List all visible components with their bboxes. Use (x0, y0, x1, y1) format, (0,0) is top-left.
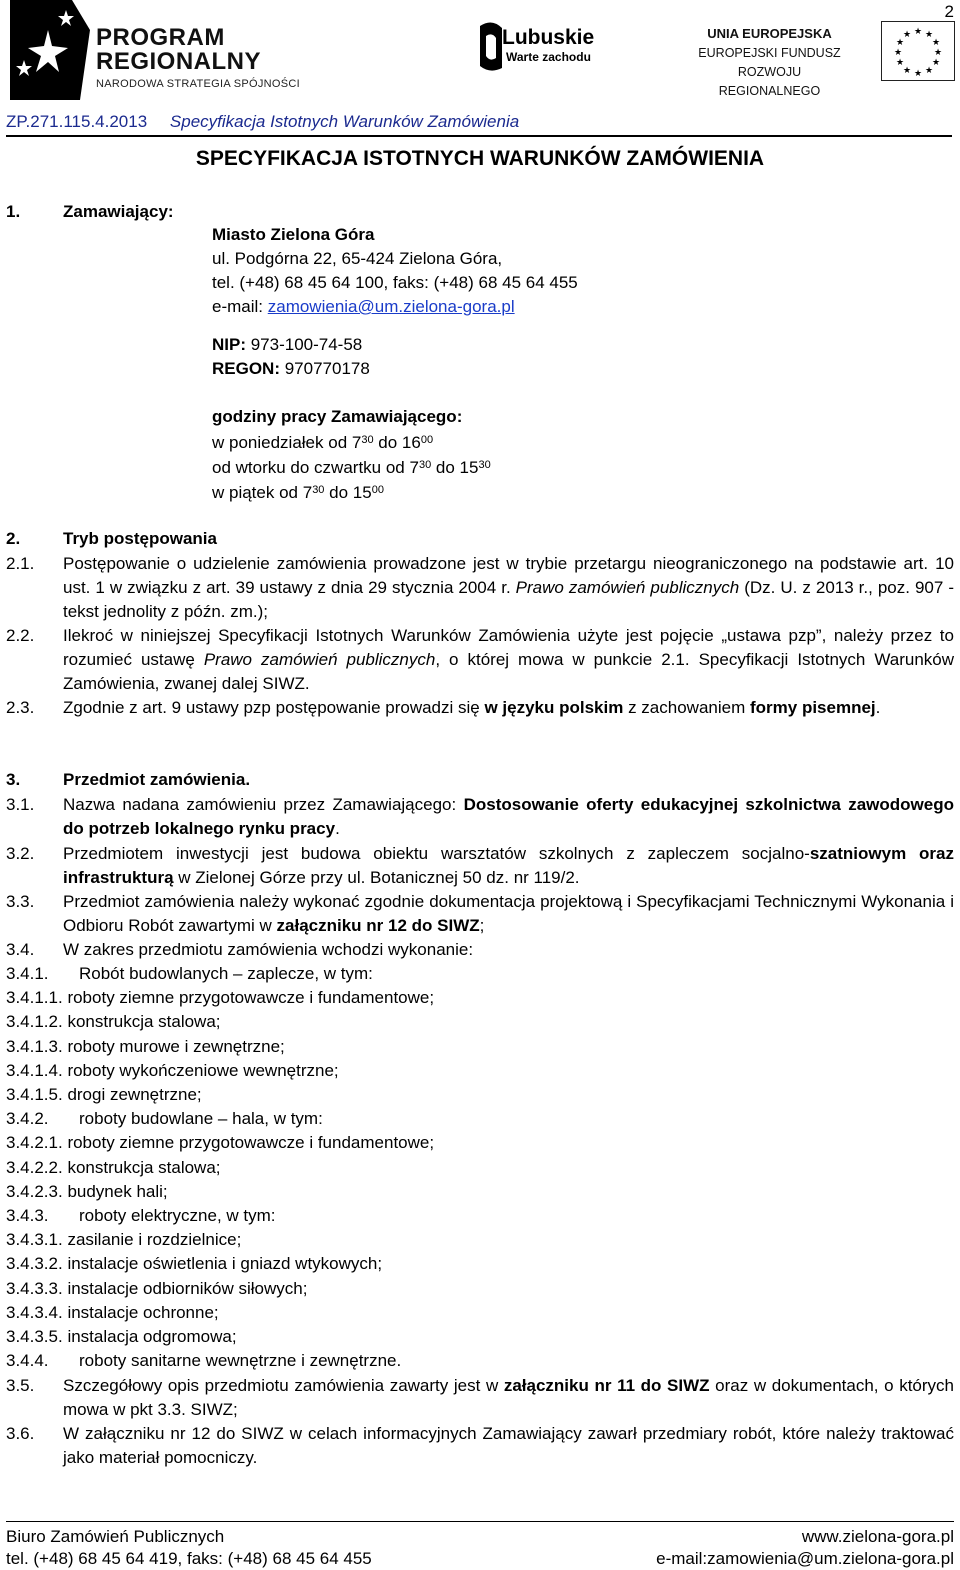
para-3-5-number: 3.5. (6, 1376, 35, 1395)
regon-row: REGON: 970770178 (212, 359, 370, 378)
para-2-1-number: 2.1. (6, 554, 35, 573)
scope-item-text: zasilanie i rozdzielnice; (62, 1230, 242, 1250)
document-title: SPECYFIKACJA ISTOTNYCH WARUNKÓW ZAMÓWIENIA (195, 147, 765, 170)
document-header (6, 112, 952, 137)
scope-list-item (6, 1010, 221, 1034)
scope-item-text: instalacje odbiorników siłowych; (62, 1278, 308, 1298)
svg-text:★: ★ (895, 58, 905, 68)
hours-heading: godziny pracy Zamawiającego: (212, 407, 463, 426)
logo-banner (0, 0, 960, 108)
eu-logo (696, 18, 958, 98)
scope-item-number: 3.4.3.5. (6, 1327, 63, 1346)
svg-text:★: ★ (893, 48, 903, 58)
scope-item-text: konstrukcja stalowa; (62, 1157, 221, 1177)
svg-text:★: ★ (931, 58, 941, 68)
section-2-heading: Tryb postępowania (63, 529, 217, 548)
scope-item-number: 3.4.3.2. (6, 1254, 63, 1274)
scope-item-text: instalacja odgromowa; (62, 1327, 237, 1346)
scope-item-number: 3.4.2. (6, 1109, 49, 1129)
hours-tue-thu: od wtorku do czwartku od $7^{30}$ do $15^{30}$ (212, 458, 491, 477)
buyer-email-row: e-mail: zamowienia@um.zielona-gora.pl (212, 297, 515, 316)
svg-text:★: ★ (913, 27, 923, 37)
scope-list-item (6, 1301, 219, 1325)
para-3-5: Szczegółowy opis przedmiotu zamówienia zawarty jest w załączniku nr 11 do SIWZ oraz w dokumentach, o których mowa w pkt 3.3. SIWZ; (63, 1376, 954, 1419)
scope-list-item (6, 1131, 434, 1155)
scope-item-number: 3.4.1.2. (6, 1012, 63, 1032)
scope-item-text: instalacje ochronne; (62, 1302, 219, 1322)
scope-item-number: 3.4.4. (6, 1351, 49, 1371)
scope-list-item (6, 962, 373, 986)
page-footer (6, 1521, 954, 1570)
header-subtitle: Specyfikacja Istotnych Warunków Zamówienia (169, 112, 520, 131)
program-subtitle: NARODOWA STRATEGIA SPÓJNOŚCI (96, 78, 300, 90)
svg-text:★: ★ (933, 48, 943, 58)
buyer-phone: tel. (+48) 68 45 64 100, faks: (+48) 68 45 64 455 (212, 273, 578, 292)
page-number: 2 (944, 2, 954, 21)
para-3-3: Przedmiot zamówienia należy wykonać zgodnie dokumentacja projektową i Specyfikacjami Technicznymi Wykonania i Odbioru Robót zawartymi w załączniku nr 12 do SIWZ; (63, 892, 954, 935)
para-2-1: Postępowanie o udzielenie zamówienia prowadzone jest w trybie przetargu nieograniczonego na podstawie art. 10 ust. 1 w związku z art. 39 ustawy z dnia 29 stycznia 2004 r. Prawo zamówień publicznych (Dz. U. z 2013 r., poz. 907 - tekst jednolity z późn. zm.); (63, 554, 955, 621)
eu-text: UNIA EUROPEJSKA EUROPEJSKI FUNDUSZ ROZWOJU REGIONALNEGO (698, 26, 841, 98)
svg-text:★: ★ (902, 66, 912, 76)
scope-item-text: konstrukcja stalowa; (62, 1012, 221, 1032)
para-3-3-number: 3.3. (6, 892, 35, 911)
para-2-3: Zgodnie z art. 9 ustawy pzp postępowanie prowadzi się w języku polskim z zachowaniem formy pisemnej. (63, 698, 881, 717)
hours-friday: w piątek od $7^{30}$ do $15^{00}$ (212, 483, 384, 502)
scope-item-text: roboty ziemne przygotowawcze i fundamentowe; (62, 988, 435, 1008)
scope-item-number: 3.4.2.1. (6, 1133, 63, 1153)
scope-item-text: roboty ziemne przygotowawcze i fundamentowe; (62, 1133, 435, 1153)
scope-list-item (6, 1252, 382, 1276)
scope-item-number: 3.4.1.5. (6, 1085, 63, 1104)
scope-item-number: 3.4.2.2. (6, 1157, 63, 1177)
buyer-name: Miasto Zielona Góra (212, 225, 375, 244)
scope-item-number: 3.4.1. (6, 964, 49, 983)
svg-text:★: ★ (931, 38, 941, 48)
scope-item-number: 3.4.3.1. (6, 1230, 63, 1250)
scope-item-text: roboty budowlane – hala, w tym: (79, 1109, 323, 1129)
scope-list-item (6, 1035, 285, 1059)
scope-list-item (6, 986, 434, 1010)
reference-number: ZP.271.115.4.2013 (6, 112, 148, 131)
nip-row: NIP: 973-100-74-58 (212, 335, 363, 354)
eu-flag-icon (881, 21, 955, 81)
para-2-3-number: 2.3. (6, 698, 35, 717)
scope-list-item (6, 1277, 307, 1301)
scope-item-text: roboty wykończeniowe wewnętrzne; (62, 1060, 339, 1080)
scope-item-text: drogi zewnętrzne; (62, 1085, 202, 1104)
program-star-icon (10, 0, 90, 100)
para-3-6: W załączniku nr 12 do SIWZ w celach informacyjnych Zamawiający zawarł przedmiary robót, które należy traktować jako materiał pomocniczy. (63, 1424, 954, 1467)
scope-item-text: roboty murowe i zewnętrzne; (62, 1036, 285, 1056)
scope-list-item (6, 1180, 168, 1204)
scope-list-item (6, 1349, 401, 1373)
scope-list-item (6, 1204, 276, 1228)
para-3-4-number: 3.4. (6, 940, 35, 959)
footer-website[interactable]: www.zielona-gora.pl (801, 1527, 954, 1546)
para-3-2: Przedmiotem inwestycji jest budowa obiektu warsztatów szkolnych z zapleczem socjalno-szatniowym oraz infrastrukturą w Zielonej Górze przy ul. Botanicznej 50 dz. nr 119/2. (63, 844, 954, 887)
scope-item-text: instalacje oświetlenia i gniazd wtykowych; (62, 1254, 383, 1274)
scope-item-number: 3.4.1.4. (6, 1060, 63, 1080)
para-3-6-number: 3.6. (6, 1424, 35, 1443)
lubuskie-title: Lubuskie (502, 26, 595, 49)
scope-item-number: 3.4.1.1. (6, 988, 63, 1008)
footer-office: Biuro Zamówień Publicznych (6, 1527, 225, 1546)
scope-item-text: budynek hali; (62, 1181, 168, 1201)
hours-monday: w poniedziałek od $7^{30}$ do $16^{00}$ (212, 433, 434, 452)
program-regionalny-logo (10, 0, 310, 100)
buyer-email-link[interactable]: zamowienia@um.zielona-gora.pl (267, 297, 515, 316)
svg-text:★: ★ (924, 30, 934, 40)
svg-text:★: ★ (902, 30, 912, 40)
footer-email[interactable]: e-mail:zamowienia@um.zielona-gora.pl (656, 1549, 954, 1568)
scope-item-number: 3.4.3.3. (6, 1278, 63, 1298)
para-2-2: Ilekroć w niniejszej Specyfikacji Istotnych Warunków Zamówienia użyte jest pojęcie „ustawa pzp”, należy przez to rozumieć ustawę Prawo zamówień publicznych, o której mowa w punkcie 2.1. Specyfikacji Istotnych Warunków Zamówienia, zwanej dalej SIWZ. (63, 626, 955, 693)
scope-item-text: Robót budowlanych – zaplecze, w tym: (79, 964, 373, 983)
scope-item-number: 3.4.1.3. (6, 1036, 63, 1056)
scope-list-item (6, 1083, 202, 1107)
para-3-4: W zakres przedmiotu zamówienia wchodzi wykonanie: (63, 940, 474, 959)
program-title: PROGRAM REGIONALNY (96, 24, 262, 75)
para-3-1: Nazwa nadana zamówieniu przez Zamawiającego: Dostosowanie oferty edukacyjnej szkolnictwa zawodowego do potrzeb lokalnego rynku pracy. (63, 795, 954, 838)
para-2-2-number: 2.2. (6, 626, 35, 645)
scope-list-item (6, 1059, 339, 1083)
scope-item-number: 3.4.3.4. (6, 1302, 63, 1322)
svg-text:★: ★ (924, 66, 934, 76)
buyer-address: ul. Podgórna 22, 65-424 Zielona Góra, (212, 249, 503, 268)
scope-item-text: roboty sanitarne wewnętrzne i zewnętrzne. (79, 1351, 402, 1371)
footer-phone: tel. (+48) 68 45 64 419, faks: (+48) 68 45 64 455 (6, 1549, 372, 1568)
section-1-heading: Zamawiający: (63, 202, 174, 221)
lubuskie-subtitle: Warte zachodu (506, 50, 591, 64)
scope-item-number: 3.4.3. (6, 1206, 49, 1225)
svg-text:★: ★ (895, 38, 905, 48)
para-3-1-number: 3.1. (6, 795, 35, 814)
section-3-number: 3. (6, 770, 21, 789)
section-3-heading: Przedmiot zamówienia. (63, 770, 251, 789)
scope-list-item (6, 1228, 241, 1252)
para-3-2-number: 3.2. (6, 844, 35, 863)
section-2-number: 2. (6, 529, 21, 548)
scope-list-item (6, 1156, 221, 1180)
svg-text:★: ★ (913, 69, 923, 79)
section-1-number: 1. (6, 202, 21, 221)
scope-item-text: roboty elektryczne, w tym: (79, 1206, 276, 1225)
scope-list-item (6, 1107, 323, 1131)
scope-item-number: 3.4.2.3. (6, 1181, 63, 1201)
lubuskie-logo (476, 16, 616, 76)
scope-list-item (6, 1325, 237, 1349)
